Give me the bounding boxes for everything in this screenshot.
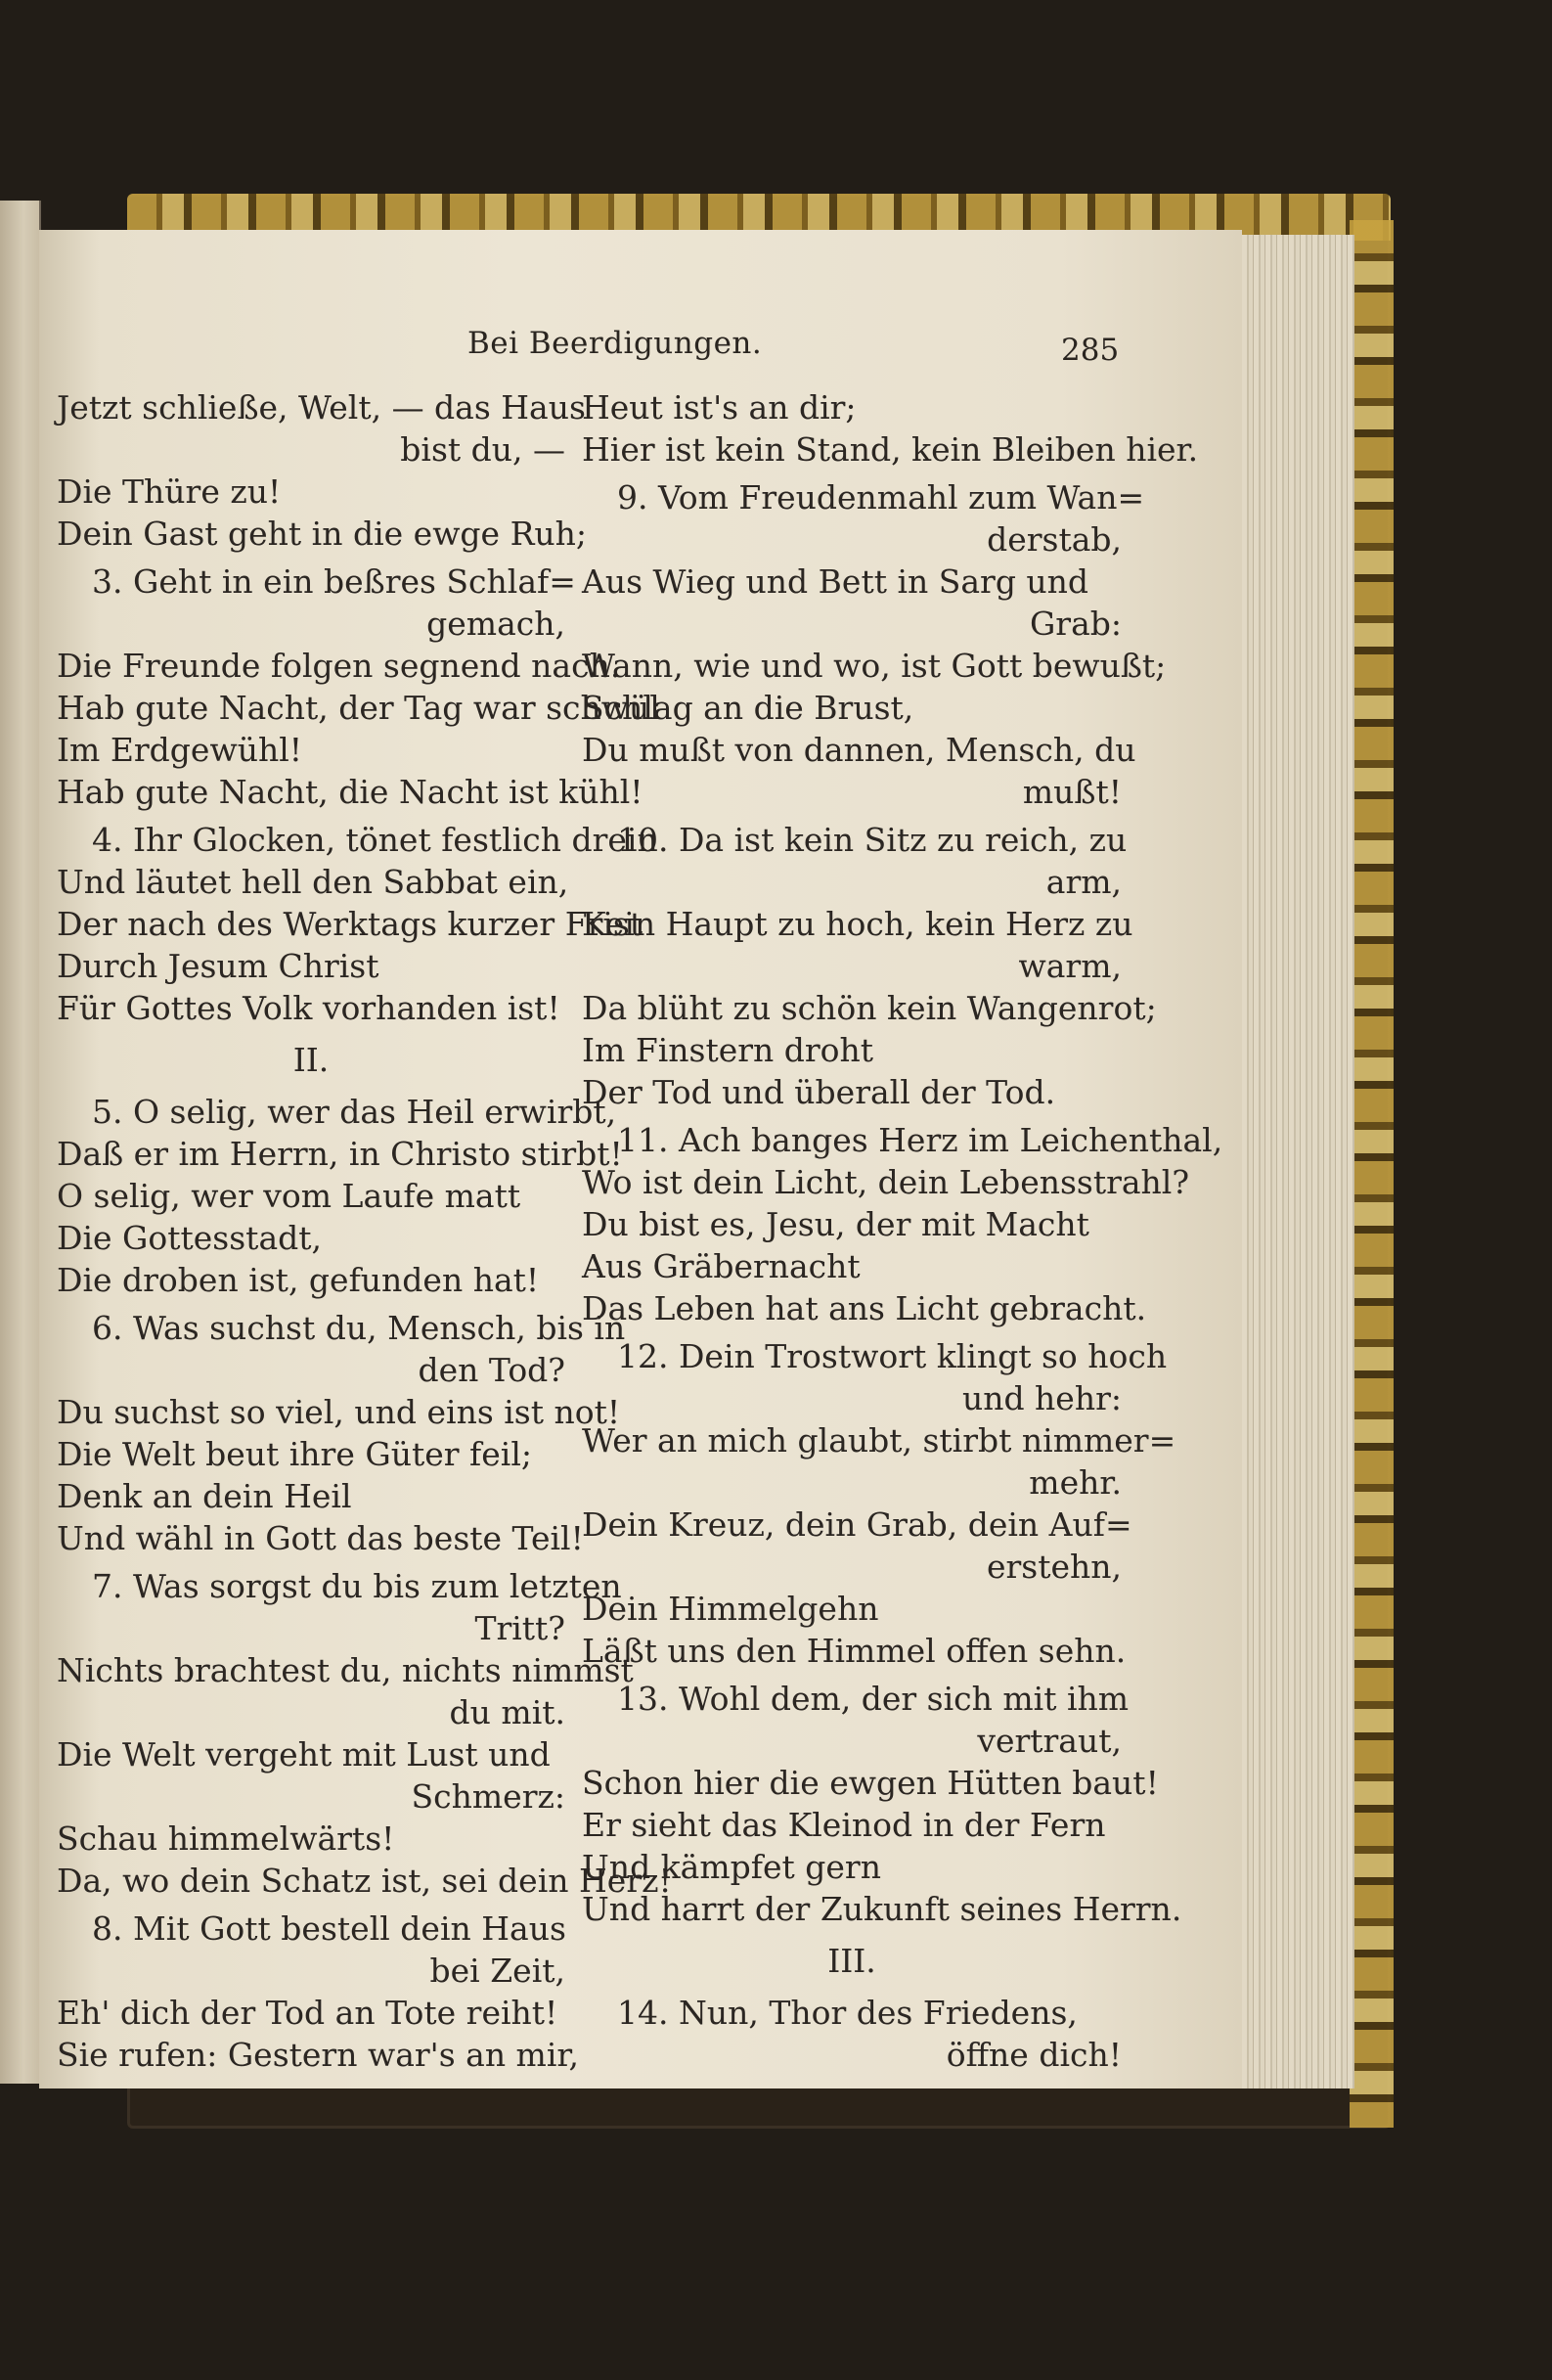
verse-line: Nichts brachtest du, nichts nimmst <box>57 1651 634 1689</box>
verse-line: Denk an dein Heil <box>57 1477 352 1515</box>
verse-line: Sie rufen: Gestern war's an mir, <box>57 2036 580 2074</box>
left-page-edge <box>0 201 41 2084</box>
verse-line: vertraut, <box>977 1722 1122 1760</box>
right-column <box>582 386 1223 2076</box>
verse-line: Wo ist dein Licht, dein Lebensstrahl? <box>582 1163 1190 1201</box>
verse-line: Die Welt vergeht mit Lust und <box>57 1735 551 1774</box>
verse-line: Und harrt der Zukunft seines Herrn. <box>582 1890 1182 1928</box>
verse-line: mehr. <box>1029 1463 1122 1502</box>
verse-line: Für Gottes Volk vorhanden ist! <box>57 989 560 1027</box>
verse-line: Wer an mich glaubt, stirbt nimmer= <box>582 1421 1176 1459</box>
verse-line: 6. Was suchst du, Mensch, bis in <box>92 1309 626 1347</box>
left-column <box>57 386 672 2076</box>
verse-line: Die Gottesstadt, <box>57 1219 322 1257</box>
verse-line: Du suchst so viel, und eins ist not! <box>57 1393 621 1431</box>
verse-line: Schau himmelwärts! <box>57 1819 395 1858</box>
verse-line: Im Erdgewühl! <box>57 731 303 769</box>
verse-line: mußt! <box>1022 773 1122 811</box>
verse-line: Die Welt beut ihre Güter feil; <box>57 1435 532 1473</box>
verse-line: Aus Gräbernacht <box>582 1247 861 1285</box>
verse-line: 9. Vom Freudenmahl zum Wan= <box>617 478 1145 516</box>
page-edges <box>1242 235 1354 2088</box>
verse-line: 8. Mit Gott bestell dein Haus <box>92 1909 566 1948</box>
verse-line: Im Finstern droht <box>582 1031 874 1069</box>
verse-line: Er sieht das Kleinod in der Fern <box>582 1806 1106 1844</box>
verse-line: bei Zeit, <box>429 1952 565 1990</box>
verse-line: 4. Ihr Glocken, tönet festlich drein <box>92 821 658 859</box>
verse-line: 12. Dein Trostwort klingt so hoch <box>617 1337 1168 1375</box>
verse-line: Durch Jesum Christ <box>57 947 379 985</box>
verse-line: Läßt uns den Himmel offen sehn. <box>582 1632 1127 1670</box>
verse-line: 5. O selig, wer das Heil erwirbt, <box>92 1093 617 1131</box>
gilt-right-edge <box>1350 220 1394 2128</box>
verse-line: Tritt? <box>474 1609 565 1647</box>
verse-line: 10. Da ist kein Sitz zu reich, zu <box>617 821 1128 859</box>
verse-line: Kein Haupt zu hoch, kein Herz zu <box>582 905 1133 943</box>
verse-line: Dein Kreuz, dein Grab, dein Auf= <box>582 1505 1132 1544</box>
verse-line: 7. Was sorgst du bis zum letzten <box>92 1567 622 1605</box>
verse-line: Grab: <box>1029 605 1122 643</box>
verse-line: Der nach des Werktags kurzer Frist <box>57 905 643 943</box>
verse-line: Da, wo dein Schatz ist, sei dein Herz! <box>57 1862 672 1900</box>
verse-line: Und kämpfet gern <box>582 1848 881 1886</box>
verse-line: Eh' dich der Tod an Tote reiht! <box>57 1994 558 2032</box>
verse-line: Das Leben hat ans Licht gebracht. <box>582 1289 1147 1327</box>
verse-line: Schon hier die ewgen Hütten baut! <box>582 1764 1159 1802</box>
verse-line: Hab gute Nacht, die Nacht ist kühl! <box>57 773 643 811</box>
verse-line: Der Tod und überall der Tod. <box>582 1073 1056 1111</box>
verse-line: 3. Geht in ein beßres Schlaf= <box>92 562 576 601</box>
verse-line: und hehr: <box>961 1379 1122 1417</box>
page-number: 285 <box>1061 333 1120 368</box>
verse-line: Dein Himmelgehn <box>582 1590 879 1628</box>
verse-line: erstehn, <box>986 1548 1122 1586</box>
verse-line: Die Freunde folgen segnend nach. <box>57 647 621 685</box>
verse-line: Schlag an die Brust, <box>582 689 914 727</box>
verse-line: derstab, <box>987 520 1122 559</box>
verse-line: Heut ist's an dir; <box>582 388 857 427</box>
verse-line: arm, <box>1045 863 1122 901</box>
verse-line: Hier ist kein Stand, kein Bleiben hier. <box>582 430 1199 469</box>
verse-line: O selig, wer vom Laufe matt <box>57 1177 521 1215</box>
section-heading: III. <box>827 1942 876 1980</box>
verse-line: Die Thüre zu! <box>57 472 282 511</box>
verse-line: gemach, <box>426 605 565 643</box>
verse-line: Du bist es, Jesu, der mit Macht <box>582 1205 1089 1243</box>
verse-line: öffne dich! <box>946 2036 1122 2074</box>
verse-line: Die droben ist, gefunden hat! <box>57 1261 540 1299</box>
verse-line: Du mußt von dannen, Mensch, du <box>582 731 1136 769</box>
verse-line: Dein Gast geht in die ewge Ruh; <box>57 515 588 553</box>
verse-line: den Tod? <box>418 1351 565 1389</box>
verse-line: Schmerz: <box>411 1777 565 1816</box>
verse-line: Wann, wie und wo, ist Gott bewußt; <box>582 647 1167 685</box>
running-head: Bei Beerdigungen. <box>467 326 763 361</box>
verse-line: Hab gute Nacht, der Tag war schwül <box>57 689 660 727</box>
verse-line: 13. Wohl dem, der sich mit ihm <box>617 1680 1130 1718</box>
verse-line: 11. Ach banges Herz im Leichenthal, <box>617 1121 1223 1159</box>
verse-line: Jetzt schließe, Welt, — das Haus <box>57 388 586 427</box>
verse-line: Und wähl in Gott das beste Teil! <box>57 1519 584 1557</box>
section-heading: II. <box>292 1041 330 1079</box>
verse-line: 14. Nun, Thor des Friedens, <box>617 1994 1078 2032</box>
verse-line: Aus Wieg und Bett in Sarg und <box>582 562 1089 601</box>
verse-line: Daß er im Herrn, in Christo stirbt! <box>57 1135 623 1173</box>
verse-line: bist du, — <box>400 430 565 469</box>
verse-line: warm, <box>1018 947 1122 985</box>
verse-line: du mit. <box>449 1693 565 1731</box>
verse-line: Und läutet hell den Sabbat ein, <box>57 863 569 901</box>
verse-line: Da blüht zu schön kein Wangenrot; <box>582 989 1157 1027</box>
